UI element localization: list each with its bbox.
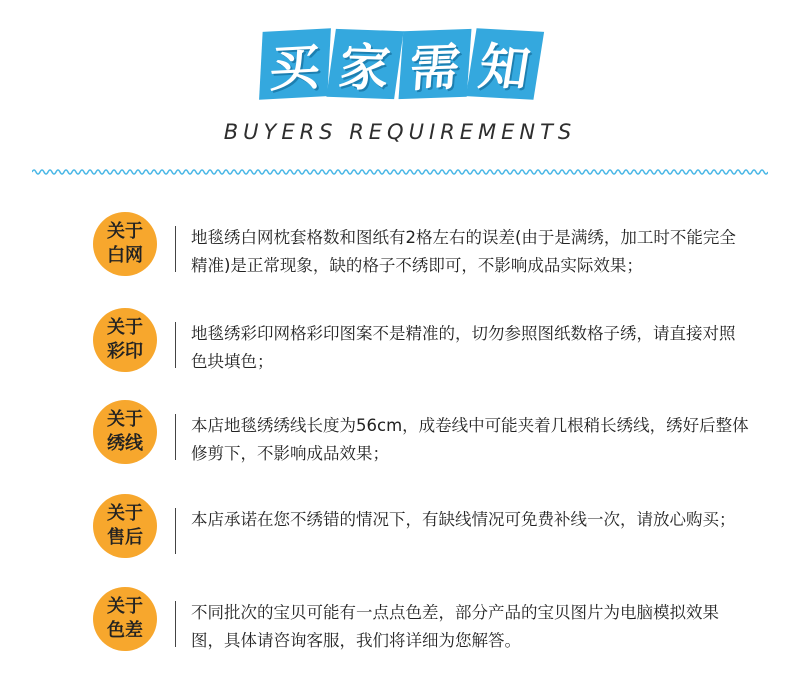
divider [175,322,176,368]
badge [93,308,157,372]
list-item [93,587,773,667]
badge-line: 色差 [107,620,143,641]
title-char-1: 买 [259,28,331,99]
page-subtitle: BUYERS REQUIREMENTS [223,120,577,144]
title-char-4: 知 [466,28,544,99]
badge [93,212,157,276]
divider [175,414,176,460]
item-text: 本店地毯绣绣线长度为56cm，成卷线中可能夹着几根稍长绣线，绣好后整体修剪下，不影响成品效果； [191,416,749,463]
divider [175,226,176,272]
divider [175,601,176,647]
list-item [93,400,773,480]
divider [175,508,176,554]
badge-line: 彩印 [107,341,143,362]
badge-line: 关于 [107,409,143,430]
list-item [93,308,773,388]
badge [93,494,157,558]
badge-line: 关于 [107,596,143,617]
title-row [0,30,800,98]
badge-line: 关于 [107,317,143,338]
badge-line: 关于 [107,503,143,524]
badge [93,400,157,464]
title-char-3: 需 [399,29,472,99]
wave-divider [32,165,768,179]
item-text: 地毯绣白网枕套格数和图纸有2格左右的误差(由于是满绣，加工时不能完全精准)是正常现象，缺的格子不绣即可，不影响成品实际效果； [191,228,736,275]
item-text: 地毯绣彩印网格彩印图案不是精准的，切勿参照图纸数格子绣，请直接对照色块填色； [191,324,736,371]
item-text: 不同批次的宝贝可能有一点点色差，部分产品的宝贝图片为电脑模拟效果图，具体请咨询客服，我们将详细为您解答。 [191,603,719,650]
badge-line: 白网 [107,245,143,266]
badge [93,587,157,651]
badge-line: 绣线 [107,433,143,454]
badge-line: 售后 [107,527,143,548]
list-item [93,212,773,292]
badge-line: 关于 [107,221,143,242]
list-item [93,494,773,574]
item-text: 本店承诺在您不绣错的情况下，有缺线情况可免费补线一次，请放心购买； [191,510,736,529]
title-char-2: 家 [326,29,403,99]
